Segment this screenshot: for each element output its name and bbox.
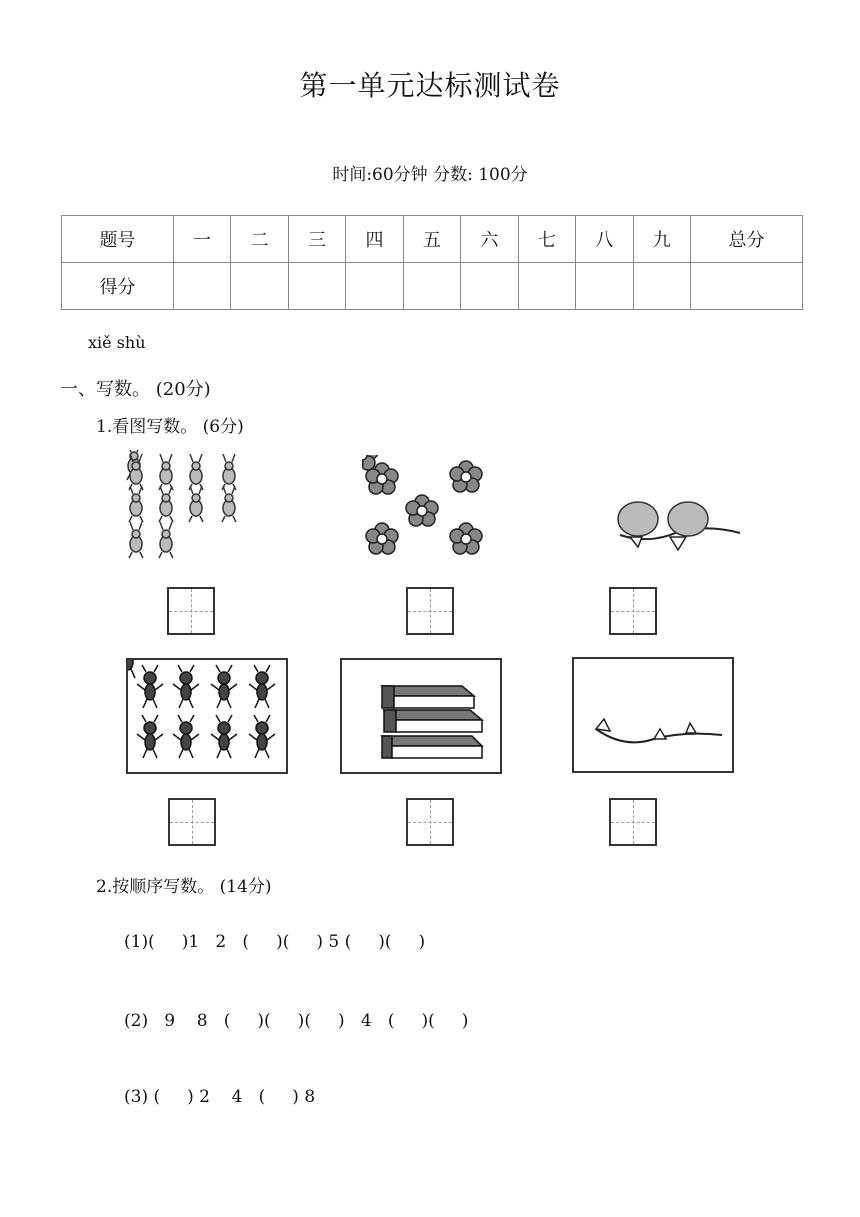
- header-cell: 四: [346, 216, 403, 263]
- question-heading-2: 2.按顺序写数。 (14分): [96, 877, 272, 897]
- sequence-line-1[interactable]: (1)( )1 2 ( )( ) 5 ( )( ): [124, 932, 426, 952]
- peach-group-image: [610, 495, 745, 560]
- score-cell[interactable]: [461, 263, 518, 310]
- score-cell[interactable]: [288, 263, 345, 310]
- score-cell[interactable]: [403, 263, 460, 310]
- answer-box[interactable]: [609, 798, 657, 846]
- header-cell: 三: [288, 216, 345, 263]
- score-cell[interactable]: [173, 263, 230, 310]
- score-cell[interactable]: [518, 263, 575, 310]
- row-label: 得分: [62, 263, 174, 310]
- flower-group-image: [362, 455, 492, 560]
- header-cell: 题号: [62, 216, 174, 263]
- exam-info: 时间:60分钟 分数: 100分: [332, 165, 528, 185]
- header-cell: 八: [576, 216, 633, 263]
- book-stack-image: [342, 660, 500, 772]
- score-cell[interactable]: [633, 263, 690, 310]
- score-cell[interactable]: [231, 263, 288, 310]
- header-cell: 五: [403, 216, 460, 263]
- header-cell: 九: [633, 216, 690, 263]
- pinyin-annotation: xiě shù: [88, 333, 146, 352]
- header-cell: 一: [173, 216, 230, 263]
- answer-box[interactable]: [168, 798, 216, 846]
- answer-box[interactable]: [406, 798, 454, 846]
- header-cell: 七: [518, 216, 575, 263]
- score-cell[interactable]: [576, 263, 633, 310]
- rabbit-group-image: [122, 450, 252, 572]
- page-title: 第一单元达标测试卷: [299, 69, 561, 102]
- sequence-line-3[interactable]: (3) ( ) 2 4 ( ) 8: [124, 1087, 316, 1107]
- ants-frame: [126, 658, 288, 774]
- header-cell: 二: [231, 216, 288, 263]
- books-frame: [340, 658, 502, 774]
- sequence-line-2[interactable]: (2) 9 8 ( )( )( ) 4 ( )( ): [124, 1011, 469, 1031]
- score-table: [61, 215, 803, 310]
- score-table-header-row: [62, 216, 803, 263]
- header-cell: 总分: [690, 216, 802, 263]
- score-table-score-row: [62, 263, 803, 310]
- empty-branch-image: [574, 659, 732, 771]
- answer-box[interactable]: [167, 587, 215, 635]
- answer-box[interactable]: [609, 587, 657, 635]
- question-heading-1: 1.看图写数。 (6分): [96, 417, 244, 437]
- score-cell[interactable]: [346, 263, 403, 310]
- answer-box[interactable]: [406, 587, 454, 635]
- score-cell[interactable]: [690, 263, 802, 310]
- section-heading: 一、写数。 (20分): [60, 379, 211, 400]
- ant-group-image: [128, 660, 286, 772]
- branch-frame: [572, 657, 734, 773]
- header-cell: 六: [461, 216, 518, 263]
